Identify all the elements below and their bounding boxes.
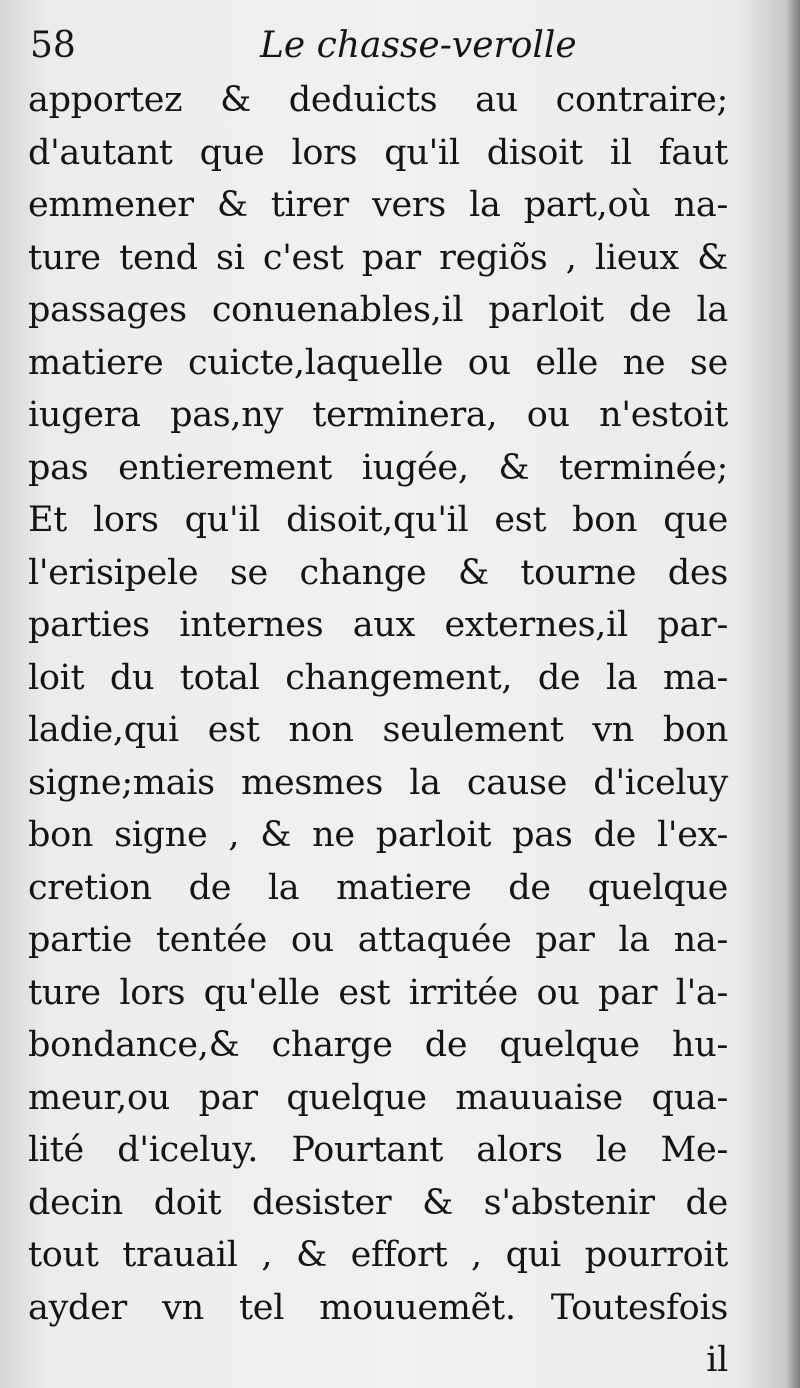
text-line: partie tentée ou attaquée par la na- [28, 920, 728, 960]
text-line: pas entierement iugée, & terminée; [28, 447, 728, 488]
text-line: bon signe , & ne parloit pas de l'ex- [28, 815, 728, 855]
body-text [28, 74, 728, 1387]
text-line: matiere cuicte,laquelle ou elle ne se [28, 342, 728, 383]
text-line: signe;mais mesmes la cause d'iceluy [28, 762, 728, 803]
page-header [30, 16, 770, 76]
text-line: parties internes aux externes,il par- [28, 605, 728, 645]
text-line: Et lors qu'il disoit,qu'il est bon que [28, 500, 728, 540]
text-line: tout trauail , & effort , qui pourroit [28, 1235, 728, 1275]
catchword: il [706, 1340, 728, 1380]
text-line: ture tend si c'est par regiõs , lieux & [28, 237, 728, 278]
text-line: loit du total changement, de la ma- [28, 657, 728, 698]
page-number: 58 [30, 25, 76, 66]
running-title: Le chasse-verolle [260, 25, 577, 66]
text-line: iugera pas,ny terminera, ou n'estoit [28, 395, 728, 435]
text-line: meur,ou par quelque mauuaise qua- [28, 1077, 728, 1118]
text-line: ladie,qui est non seulement vn bon [28, 710, 728, 750]
text-line: decin doit desister & s'abstenir de [28, 1182, 728, 1223]
text-line: ture lors qu'elle est irritée ou par l'a- [28, 972, 728, 1013]
text-line: lité d'iceluy. Pourtant alors le Me- [28, 1130, 728, 1170]
page-edge-shadow [786, 0, 800, 1388]
text-line: passages conuenables,il parloit de la [28, 290, 728, 330]
text-line: apportez & deduicts au contraire; [28, 80, 728, 120]
text-line: ayder vn tel mouuemẽt. Toutesfois [28, 1287, 728, 1328]
text-line: emmener & tirer vers la part,où na- [28, 185, 728, 225]
text-line: d'autant que lors qu'il disoit il faut [28, 132, 728, 173]
text-line: bondance,& charge de quelque hu- [28, 1025, 728, 1065]
text-line: l'erisipele se change & tourne des [28, 552, 728, 593]
text-line: cretion de la matiere de quelque [28, 867, 728, 908]
